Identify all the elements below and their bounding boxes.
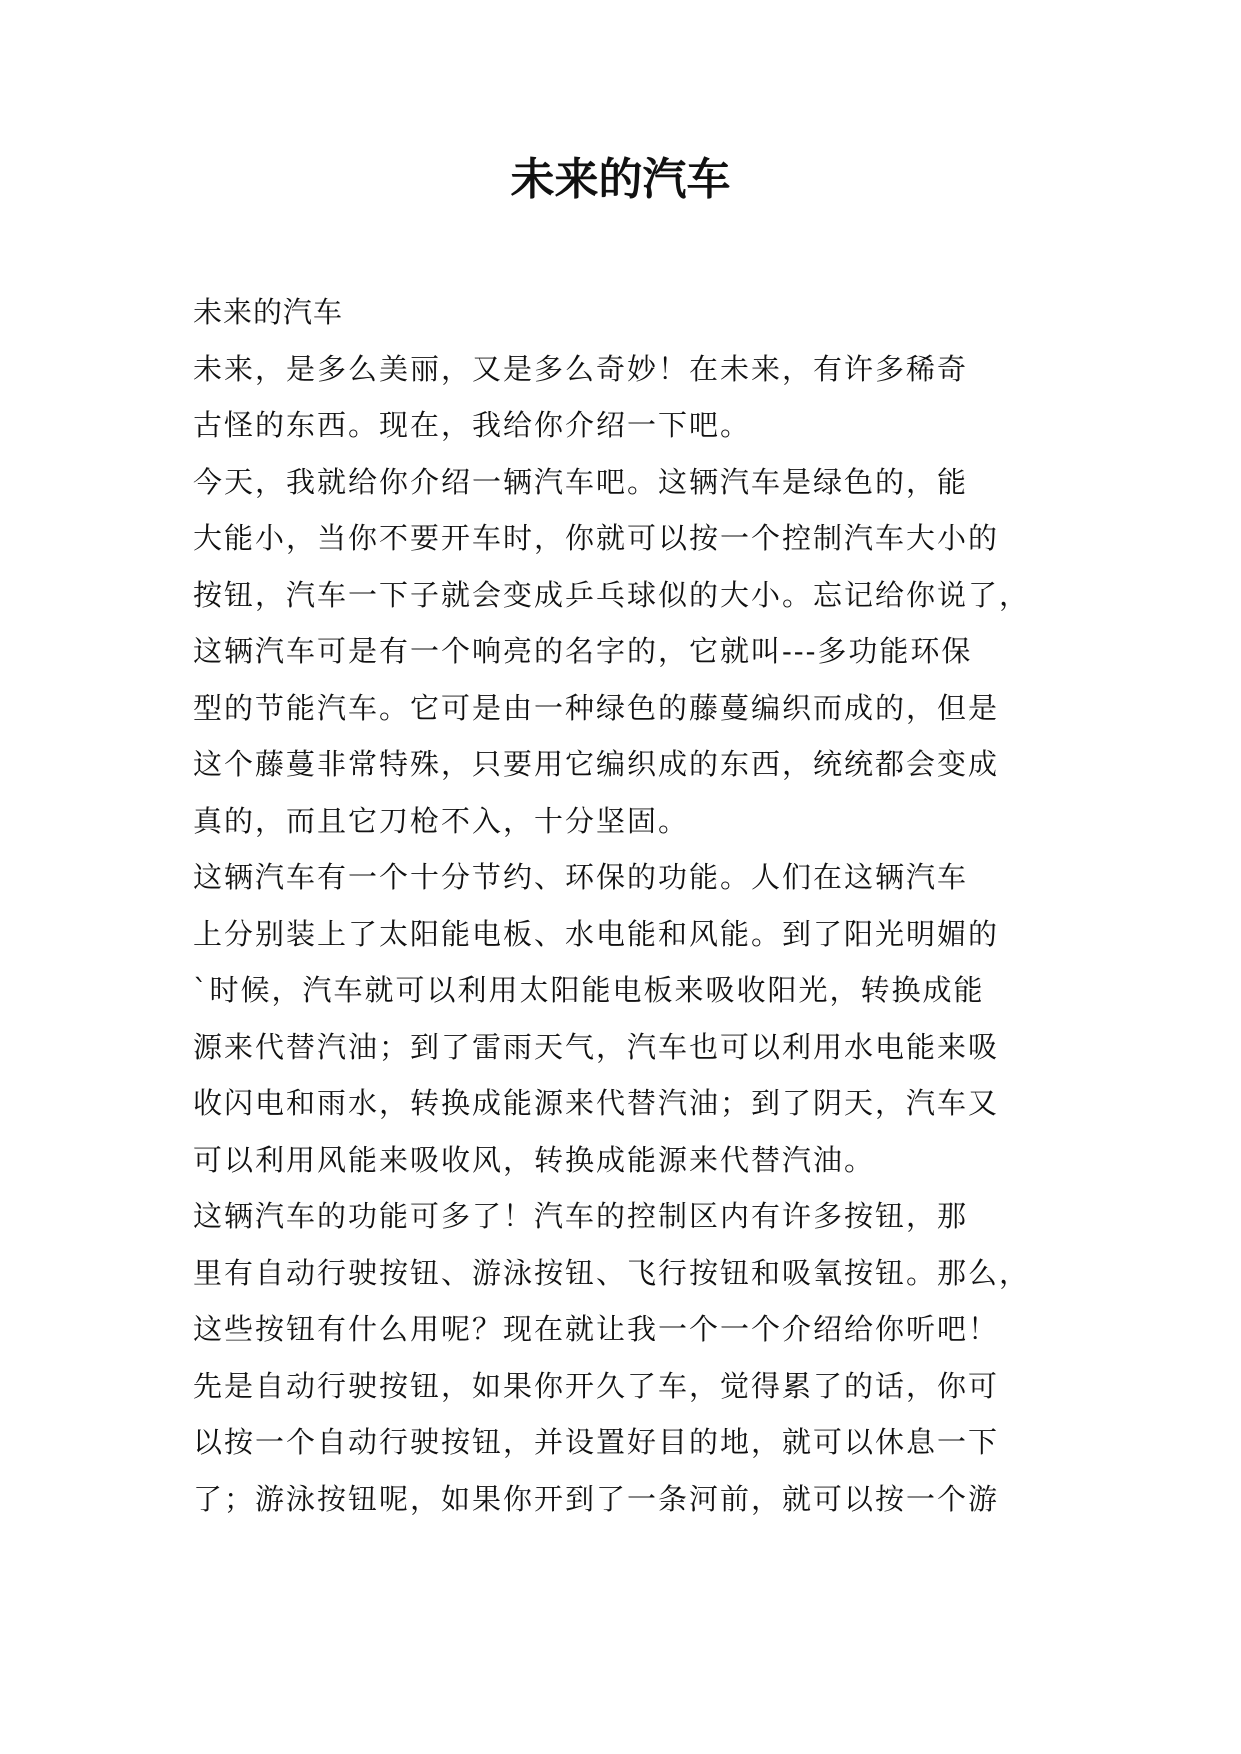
text-line: 这辆汽车可是有一个响亮的名字的，它就叫---多功能环保 — [193, 634, 973, 668]
text-line: 这些按钮有什么用呢？现在就让我一个一个介绍给你听吧！ — [193, 1312, 1000, 1346]
text-line: 里有自动行驶按钮、游泳按钮、飞行按钮和吸氧按钮。那么， — [193, 1255, 1031, 1290]
text-line: 今天，我就给你介绍一辆汽车吧。这辆汽车是绿色的，能 — [193, 464, 969, 499]
text-line: 这个藤蔓非常特殊，只要用它编织成的东西，统统都会变成 — [193, 747, 1000, 781]
text-line: 先是自动行驶按钮，如果你开久了车，觉得累了的话，你可 — [193, 1368, 1000, 1403]
text-line: 源来代替汽油；到了雷雨天气，汽车也可以利用水电能来吸 — [193, 1029, 1000, 1064]
text-line: 真的，而且它刀枪不入，十分坚固。 — [193, 803, 690, 838]
text-line: 收闪电和雨水，转换成能源来代替汽油；到了阴天，汽车又 — [193, 1086, 1000, 1120]
subtitle-line: 未来的汽车 — [193, 295, 344, 329]
text-line: 这辆汽车的功能可多了！汽车的控制区内有许多按钮，那 — [193, 1199, 969, 1233]
text-line: 古怪的东西。现在，我给你介绍一下吧。 — [193, 408, 752, 442]
text-line: 大能小，当你不要开车时，你就可以按一个控制汽车大小的 — [193, 521, 1000, 555]
document-body — [193, 284, 1053, 1527]
document-title: 未来的汽车 — [510, 154, 731, 205]
text-line: 以按一个自动行驶按钮，并设置好目的地，就可以休息一下 — [193, 1425, 1000, 1459]
text-line: 这辆汽车有一个十分节约、环保的功能。人们在这辆汽车 — [193, 860, 969, 894]
text-line: 型的节能汽车。它可是由一种绿色的藤蔓编织而成的，但是 — [193, 690, 1000, 725]
text-line: `时候，汽车就可以利用太阳能电板来吸收阳光，转换成能 — [193, 973, 985, 1007]
text-line: 上分别装上了太阳能电板、水电能和风能。到了阳光明媚的 — [193, 916, 1000, 951]
text-line: 未来，是多么美丽，又是多么奇妙！在未来，有许多稀奇 — [193, 351, 969, 386]
text-line: 可以利用风能来吸收风，转换成能源来代替汽油。 — [193, 1142, 876, 1177]
text-line: 按钮，汽车一下子就会变成乒乓球似的大小。忘记给你说了， — [193, 577, 1031, 612]
text-line: 了；游泳按钮呢，如果你开到了一条河前，就可以按一个游 — [193, 1481, 1000, 1516]
